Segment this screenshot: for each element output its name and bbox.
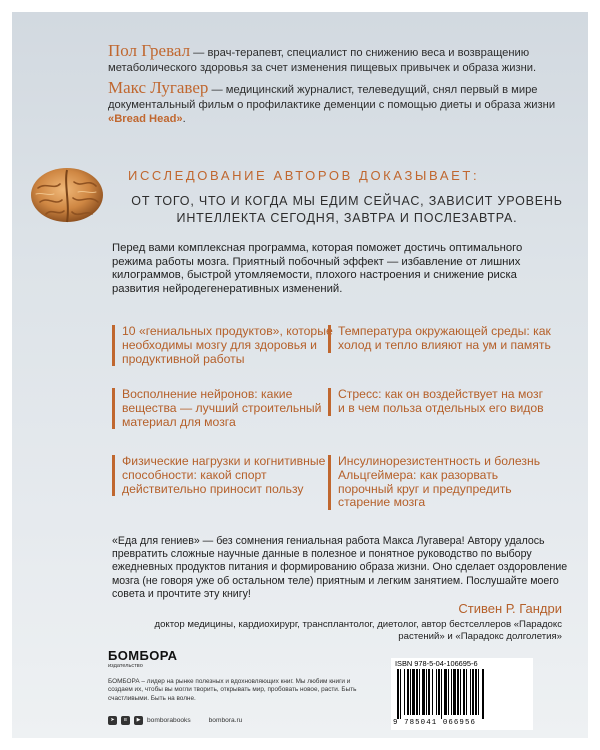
topic-item: Инсулинорезистентность и болезнь Альцгеймера: как разорвать порочный круг и предупредить старение мозга bbox=[328, 455, 553, 510]
film-title: «Bread Head» bbox=[108, 113, 183, 125]
endorsement-author: Стивен Р. Гандри bbox=[458, 601, 562, 616]
barcode-bar bbox=[436, 669, 437, 715]
barcode-bar bbox=[444, 669, 447, 715]
author-name: Пол Гревал bbox=[108, 41, 191, 60]
barcode-bar bbox=[407, 669, 409, 715]
thesis-statement: ОТ ТОГО, ЧТО И КОГДА МЫ ЕДИМ СЕЙЧАС, ЗАВИСИТ УРОВЕНЬ ИНТЕЛЛЕКТА СЕГОДНЯ, ЗАВТРА И ПОСЛЕЗАВТРА. bbox=[131, 194, 563, 225]
vk-icon[interactable]: в bbox=[121, 716, 130, 725]
publisher-logo bbox=[108, 649, 177, 670]
isbn-number: ISBN 978-5-04-106695-6 bbox=[395, 659, 478, 668]
topic-item: Стресс: как он воздействует на мозг и в чем польза отдельных его видов bbox=[328, 388, 553, 416]
barcode-bar bbox=[400, 669, 401, 719]
barcode-bar bbox=[453, 669, 456, 715]
barcode-bar bbox=[404, 669, 405, 715]
author-bio bbox=[108, 78, 578, 127]
barcode-bars bbox=[395, 669, 529, 719]
barcode-bar bbox=[470, 669, 471, 715]
barcode-bar bbox=[397, 669, 399, 719]
barcode-bar bbox=[478, 669, 479, 715]
topic-item: Температура окружающей среды: как холод и тепло влияют на ум и память bbox=[328, 325, 553, 353]
barcode-bar bbox=[451, 669, 452, 715]
barcode-bar bbox=[432, 669, 433, 715]
barcode-bar bbox=[412, 669, 415, 715]
barcode-bar bbox=[475, 669, 477, 715]
barcode-bar bbox=[419, 669, 420, 715]
social-handle[interactable]: bomborabooks bbox=[147, 717, 191, 724]
publisher-social bbox=[108, 716, 242, 725]
barcode-bar bbox=[472, 669, 474, 715]
barcode-bar bbox=[416, 669, 418, 715]
barcode-digits: 9 785041 066956 bbox=[393, 719, 477, 727]
barcode-bar bbox=[466, 669, 467, 715]
barcode-bar bbox=[463, 669, 465, 715]
topic-item: 10 «гениальных продуктов», которые необходимы мозгу для здоровья и продуктивной работы bbox=[112, 325, 337, 366]
telegram-icon[interactable]: ➤ bbox=[108, 716, 117, 725]
barcode-bar bbox=[460, 669, 461, 715]
authors-block bbox=[108, 41, 578, 133]
barcode-bar bbox=[426, 669, 427, 715]
barcode-bar bbox=[410, 669, 411, 715]
book-back-cover bbox=[12, 12, 588, 738]
publisher-name: БОМБОРА bbox=[108, 648, 178, 663]
topic-item: Физические нагрузки и когнитивные способности: какой спорт действительно приносит пользу bbox=[112, 455, 337, 496]
endorsement-credentials: доктор медицины, кардиохирург, трансплантолог, диетолог, автор бестселлеров «Парадокс растений» и «Парадокс долголетия» bbox=[154, 619, 562, 642]
author-name: Макс Лугавер bbox=[108, 78, 209, 97]
youtube-icon[interactable]: ▶ bbox=[134, 716, 143, 725]
barcode-bar bbox=[441, 669, 442, 719]
isbn-barcode bbox=[391, 658, 533, 730]
author-description: — медицинский журналист, телеведущий, снял первый в мире документальный фильм о профилактике деменции с помощью диеты и образа жизни bbox=[108, 84, 556, 111]
intro-paragraph: Перед вами комплексная программа, которая поможет достичь оптимального режима работы мозга. Приятный побочный эффект — избавление от лишних килограммов, быстрой утомляемости, плохого настроения и снижение риска развития нейродегенеративных изменений. bbox=[112, 242, 523, 295]
barcode-bar bbox=[438, 669, 440, 715]
barcode-bar bbox=[457, 669, 459, 715]
walnut-illustration bbox=[28, 164, 106, 226]
barcode-bar bbox=[422, 669, 425, 715]
author-bio bbox=[108, 41, 578, 75]
barcode-bar bbox=[428, 669, 430, 715]
endorsement-quote: «Еда для гениев» — без сомнения гениальная работа Макса Лугавера! Автору удалось превратить сложные научные данные в полезное и понятное руководство по выбору ежедневных продуктов питания и формированию образа жизни. Оно сделает оздоровление мозга (не говоря уже об остальном теле) приятным и легким занятием. Послушайте моего совета и прочтите эту книгу! bbox=[112, 535, 568, 600]
author-description: — врач-терапевт, специалист по снижению веса и возвращению метаболического здоровья за счет изменения пищевых привычек и образа жизни. bbox=[108, 47, 537, 74]
publisher-description: БОМБОРА – лидер на рынке полезных и вдохновляющих книг. Мы любим книги и создаем их, чтобы вы могли творить, открывать мир, пробовать новое, расти. Быть счастливыми. Быть на волне. bbox=[108, 678, 357, 702]
publisher-subtitle: издательство bbox=[108, 663, 143, 669]
barcode-bar bbox=[482, 669, 484, 719]
barcode-bar bbox=[448, 669, 449, 715]
topic-item: Восполнение нейронов: какие вещества — лучший строительный материал для мозга bbox=[112, 388, 337, 429]
publisher-website[interactable]: bombora.ru bbox=[208, 717, 243, 724]
research-heading: ИССЛЕДОВАНИЕ АВТОРОВ ДОКАЗЫВАЕТ: bbox=[128, 168, 480, 183]
author-description-end: . bbox=[182, 113, 186, 125]
